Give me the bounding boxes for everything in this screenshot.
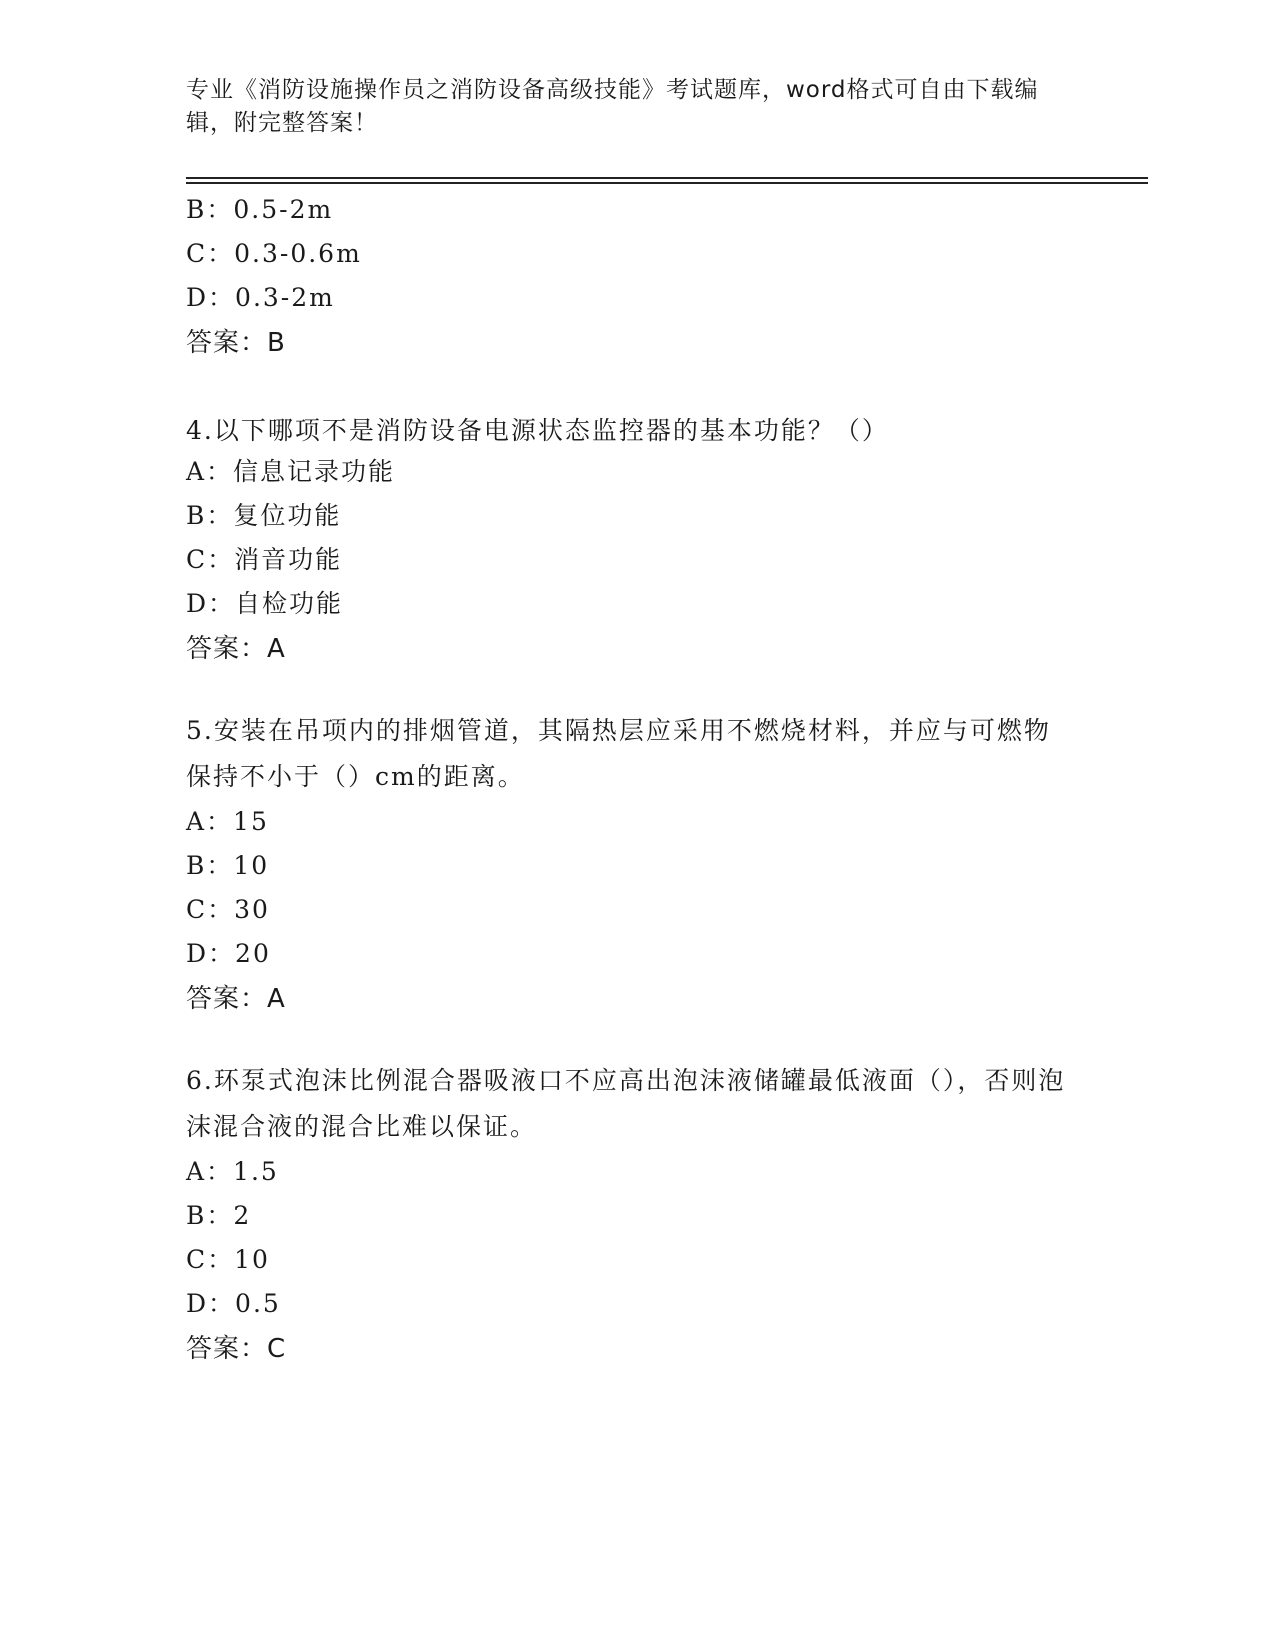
q5-answer: 答案：A <box>186 984 286 1014</box>
q6-option-c: C：10 <box>186 1245 270 1274</box>
q3-option-b: B：0.5-2m <box>186 195 334 224</box>
q6-answer: 答案：C <box>186 1334 287 1364</box>
q3-option-c: C：0.3-0.6m <box>186 239 362 268</box>
q5-option-b: B：10 <box>186 851 270 880</box>
q6-option-b: B：2 <box>186 1201 252 1230</box>
q4-question: 4.以下哪项不是消防设备电源状态监控器的基本功能？（） <box>186 416 889 445</box>
q6-option-d: D：0.5 <box>186 1289 281 1318</box>
q5-option-d: D：20 <box>186 939 271 968</box>
q4-option-d: D：自检功能 <box>186 589 344 618</box>
q6-question: 6.环泵式泡沫比例混合器吸液口不应高出泡沫液储罐最低液面（），否则泡沫混合液的混合比难以保证。 <box>186 1066 1066 1141</box>
q6-option-a: A：1.5 <box>186 1157 279 1186</box>
q5-option-a: A：15 <box>186 807 269 836</box>
document-header: 专业《消防设施操作员之消防设备高级技能》考试题库，word格式可自由下载编辑，附完整答案！ <box>186 77 1039 136</box>
q4-answer: 答案：A <box>186 634 286 664</box>
header-divider-top <box>186 177 1148 179</box>
q3-answer: 答案：B <box>186 328 286 358</box>
q5-question: 5.安装在吊项内的排烟管道，其隔热层应采用不燃烧材料，并应与可燃物保持不小于（）cm的距离。 <box>186 716 1051 791</box>
q4-option-b: B：复位功能 <box>186 501 342 530</box>
q4-option-c: C：消音功能 <box>186 545 343 574</box>
q3-option-d: D：0.3-2m <box>186 283 335 312</box>
header-divider-bottom <box>186 182 1148 184</box>
q4-option-a: A：信息记录功能 <box>186 457 396 486</box>
q5-option-c: C：30 <box>186 895 270 924</box>
